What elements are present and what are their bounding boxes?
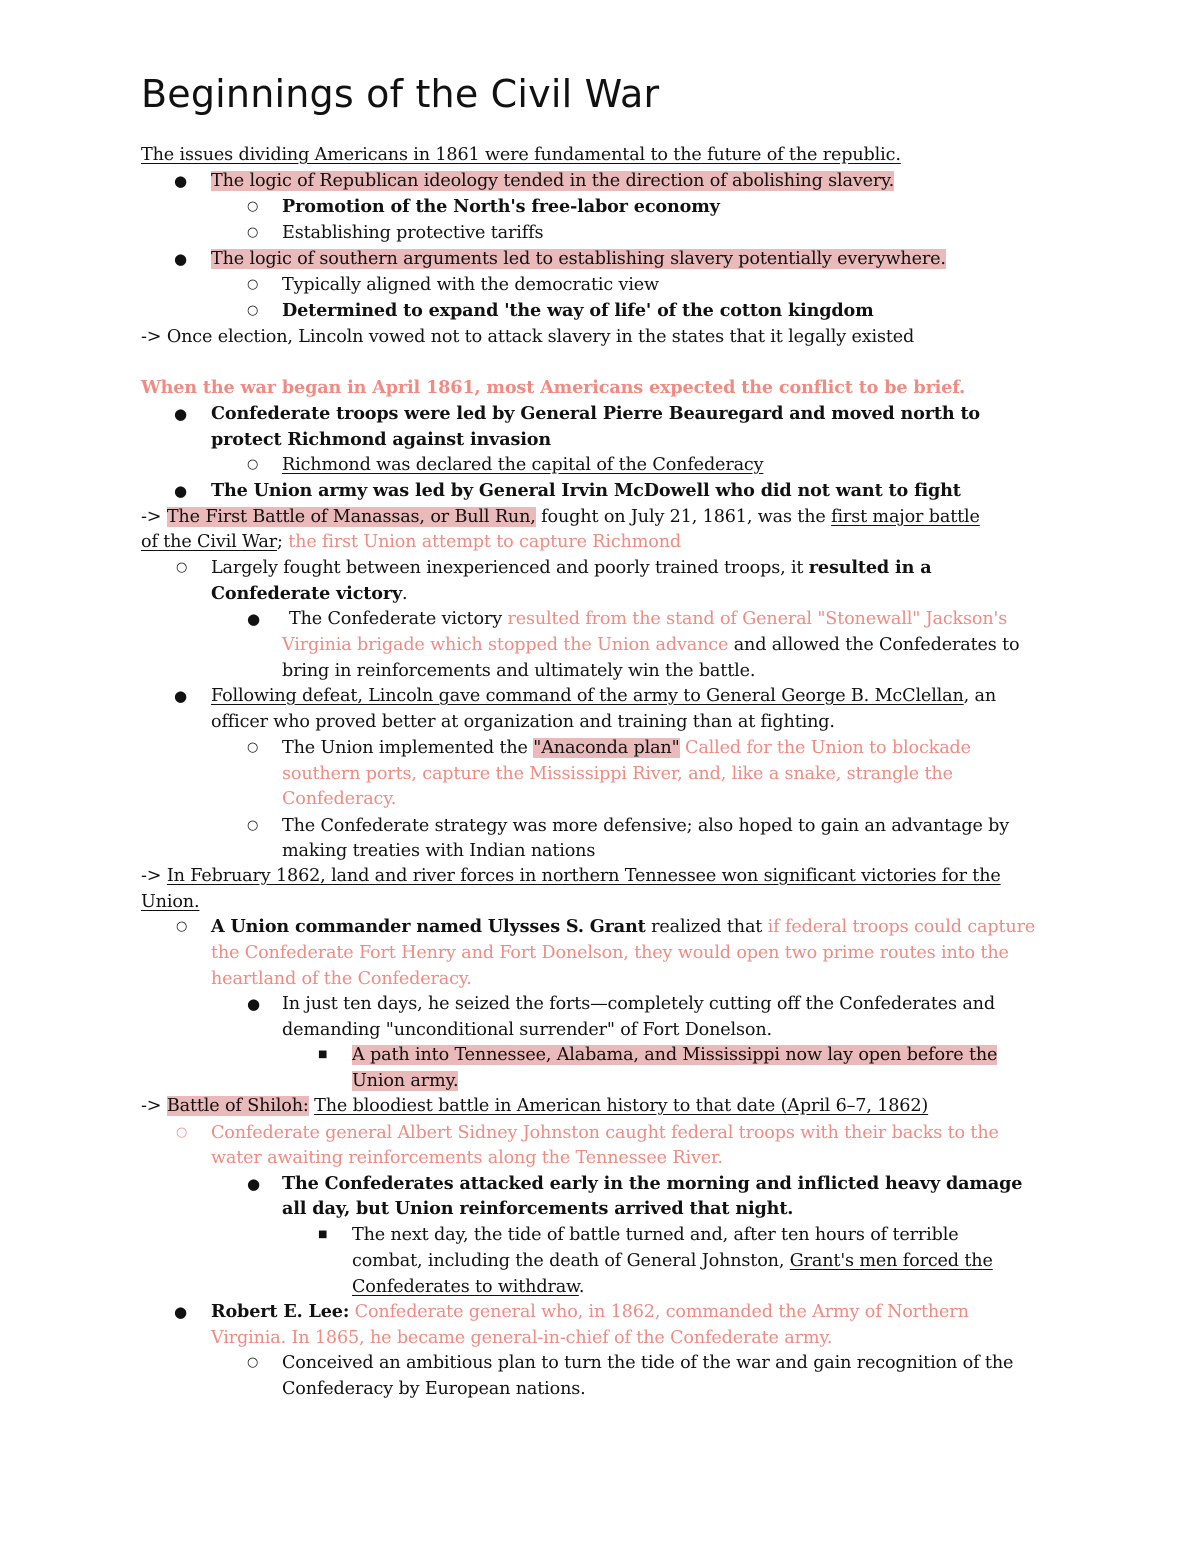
underlined-text: Following defeat, Lincoln gave command of the army to General George B. McClellan <box>211 686 964 706</box>
circle-bullet-icon: ○ <box>247 740 259 755</box>
line-text: fought on July 21, 1861, was the <box>535 507 832 527</box>
list-item <box>211 914 1035 940</box>
line-text: The Union implemented the <box>282 738 534 758</box>
list-item <box>282 735 971 761</box>
line-text: ; <box>277 532 283 552</box>
list-item <box>211 683 996 709</box>
square-bullet-icon: ■ <box>318 1229 328 1240</box>
list-item <box>352 1042 997 1068</box>
line-text: The Confederate victory <box>289 609 508 629</box>
circle-bullet-icon: ○ <box>247 277 259 292</box>
list-item-continuation <box>282 1017 772 1043</box>
list-item <box>352 1222 959 1248</box>
underlined-text: Union. <box>141 892 200 912</box>
bold-text: Robert E. Lee: <box>211 1301 350 1322</box>
list-item-continuation <box>211 940 1009 966</box>
highlighted-text: Union army. <box>352 1071 459 1091</box>
list-item <box>211 1299 969 1325</box>
line-text: . <box>402 584 408 604</box>
pink-text: heartland of the Confederacy. <box>211 969 472 989</box>
document-title: Beginnings of the Civil War <box>141 72 660 116</box>
note-line-continuation <box>141 889 199 915</box>
circle-bullet-icon: ○ <box>176 1125 188 1140</box>
pink-text: Called for the Union to blockade <box>679 738 971 758</box>
note-line <box>141 1093 928 1119</box>
pink-text: Confederate general Albert Sidney Johnston caught federal troops with their backs to the <box>211 1123 999 1143</box>
circle-bullet-icon: ○ <box>176 919 188 934</box>
list-item <box>289 606 1007 632</box>
line-text: demanding "unconditional surrender" of Fort Donelson. <box>282 1020 772 1040</box>
line-text: and allowed the Confederates to <box>728 635 1020 655</box>
bold-text: resulted in a <box>808 557 932 578</box>
list-item-continuation <box>352 1248 993 1274</box>
list-item-continuation <box>282 658 755 684</box>
bold-text: The Confederates attacked early in the morning and inflicted heavy damage <box>282 1173 1023 1194</box>
list-item <box>282 1171 1022 1197</box>
section-heading <box>141 375 965 401</box>
list-item <box>211 246 946 272</box>
note-line <box>141 863 1001 889</box>
note-line <box>141 504 980 530</box>
circle-bullet-icon: ○ <box>247 199 259 214</box>
note-line-continuation <box>141 529 681 555</box>
list-item <box>282 220 543 246</box>
list-item <box>282 813 1009 839</box>
arrow-text: -> <box>141 507 162 527</box>
line-text: Largely fought between inexperienced and poorly trained troops, it <box>211 558 809 578</box>
circle-bullet-icon: ○ <box>247 818 259 833</box>
pink-text: if federal troops could capture <box>767 917 1036 937</box>
list-item <box>282 1350 1013 1376</box>
list-item-continuation <box>211 581 407 607</box>
pink-text: the Confederate Fort Henry and Fort Donelson, they would open two prime routes into the <box>211 943 1009 963</box>
underlined-text: of the Civil War <box>141 532 278 552</box>
list-item-continuation <box>211 709 835 735</box>
disc-bullet-icon: ● <box>174 687 188 705</box>
list-item-continuation <box>282 1196 793 1222</box>
line-text: In just ten days, he seized the forts—completely cutting off the Confederates and <box>282 994 995 1014</box>
disc-bullet-icon: ● <box>174 482 188 500</box>
bold-text: Confederate victory <box>211 583 403 604</box>
list-item <box>282 272 659 298</box>
disc-bullet-icon: ● <box>174 172 188 190</box>
line-text: , an <box>963 686 997 706</box>
disc-bullet-icon: ● <box>174 1303 188 1321</box>
pink-text: resulted from the stand of General "Stonewall" Jackson's <box>507 609 1008 629</box>
disc-bullet-icon: ● <box>247 1175 261 1193</box>
underlined-text: Confederates to withdraw <box>352 1277 579 1297</box>
line-text: bring in reinforcements and ultimately win the battle. <box>282 661 756 681</box>
list-item <box>211 168 894 194</box>
line-text: Richmond was declared the capital of the Confederacy <box>282 455 764 475</box>
disc-bullet-icon: ● <box>247 610 261 628</box>
list-item <box>282 991 995 1017</box>
list-item-continuation <box>282 1376 586 1402</box>
line-text: Determined to expand 'the way of life' of the cotton kingdom <box>282 300 874 321</box>
arrow-text: -> <box>141 866 162 886</box>
line-text: -> Once election, Lincoln vowed not to attack slavery in the states that it legally existed <box>141 327 915 347</box>
line-text: Conceived an ambitious plan to turn the tide of the war and gain recognition of the <box>282 1353 1014 1373</box>
line-text: making treaties with Indian nations <box>282 841 596 861</box>
line-text: officer who proved better at organization and training than at fighting. <box>211 712 835 732</box>
pink-text: southern ports, capture the Mississippi River, and, like a snake, strangle the <box>282 764 953 784</box>
pink-text: Confederate general who, in 1862, commanded the Army of Northern <box>349 1302 969 1322</box>
underlined-text: The bloodiest battle in American history to that date (April 6–7, 1862) <box>314 1096 929 1116</box>
list-item <box>211 401 980 427</box>
list-item-continuation <box>211 427 551 453</box>
list-item-continuation <box>352 1274 584 1300</box>
square-bullet-icon: ■ <box>318 1049 328 1060</box>
highlighted-text: The First Battle of Manassas, or Bull Run, <box>166 507 536 527</box>
list-item <box>282 452 763 478</box>
circle-bullet-icon: ○ <box>247 225 259 240</box>
line-text: The issues dividing Americans in 1861 were fundamental to the future of the republic. <box>141 145 901 165</box>
highlighted-text: The logic of southern arguments led to establishing slavery potentially everywhere. <box>211 249 946 269</box>
intro-line <box>141 142 901 168</box>
line-text: . <box>578 1277 585 1297</box>
highlighted-text: Battle of Shiloh: <box>166 1096 309 1116</box>
circle-bullet-icon: ○ <box>247 303 259 318</box>
pink-text: the first Union attempt to capture Richmond <box>282 532 682 552</box>
line-text: Typically aligned with the democratic view <box>282 275 659 295</box>
arrow-text: -> <box>141 1096 162 1116</box>
list-item <box>211 1120 999 1146</box>
pink-text: Virginia. In 1865, he became general-in-chief of the Confederate army. <box>211 1328 833 1348</box>
list-item <box>282 298 874 324</box>
line-text: The next day, the tide of battle turned and, after ten hours of terrible <box>352 1225 959 1245</box>
disc-bullet-icon: ● <box>247 995 261 1013</box>
list-item-continuation <box>211 966 472 992</box>
circle-bullet-icon: ○ <box>247 1355 259 1370</box>
disc-bullet-icon: ● <box>174 250 188 268</box>
list-item-continuation <box>282 632 1019 658</box>
circle-bullet-icon: ○ <box>176 560 188 575</box>
line-text: realized that <box>645 917 768 937</box>
highlighted-text: "Anaconda plan" <box>533 738 680 758</box>
list-item-continuation <box>282 838 595 864</box>
list-item-continuation <box>211 1325 832 1351</box>
line-text: Establishing protective tariffs <box>282 223 544 243</box>
line-text: Confederate troops were led by General Pierre Beauregard and moved north to <box>211 403 981 424</box>
line-text: protect Richmond against invasion <box>211 429 551 450</box>
underlined-text: In February 1862, land and river forces in northern Tennessee won significant victories for the <box>166 866 1001 886</box>
pink-text: water awaiting reinforcements along the Tennessee River. <box>211 1148 723 1168</box>
list-item <box>211 555 931 581</box>
circle-bullet-icon: ○ <box>247 457 259 472</box>
bold-text: all day, but Union reinforcements arrived that night. <box>282 1198 794 1219</box>
list-item-continuation <box>211 1145 723 1171</box>
line-text: The Confederate strategy was more defensive; also hoped to gain an advantage by <box>282 816 1010 836</box>
pink-text: Virginia brigade which stopped the Union advance <box>282 635 729 655</box>
line-text: The Union army was led by General Irvin McDowell who did not want to fight <box>211 480 961 501</box>
list-item <box>211 478 961 504</box>
line-text: Confederacy by European nations. <box>282 1379 586 1399</box>
underlined-text: Grant's men forced the <box>789 1251 993 1271</box>
highlighted-text: The logic of Republican ideology tended in the direction of abolishing slavery. <box>211 171 895 191</box>
line-text: combat, including the death of General Johnston, <box>352 1251 790 1271</box>
list-item-continuation <box>352 1068 458 1094</box>
line-text: Promotion of the North's free-labor economy <box>282 196 720 217</box>
list-item-continuation <box>282 786 396 812</box>
pink-text: Confederacy. <box>282 789 397 809</box>
list-item <box>282 194 720 220</box>
underlined-text: first major battle <box>831 507 980 527</box>
list-item-continuation <box>282 761 953 787</box>
bold-text: A Union commander named Ulysses S. Grant <box>211 916 646 937</box>
line-text: When the war began in April 1861, most Americans expected the conflict to be brief. <box>141 377 966 398</box>
disc-bullet-icon: ● <box>174 405 188 423</box>
highlighted-text: A path into Tennessee, Alabama, and Mississippi now lay open before the <box>352 1045 998 1065</box>
note-line <box>141 324 914 350</box>
